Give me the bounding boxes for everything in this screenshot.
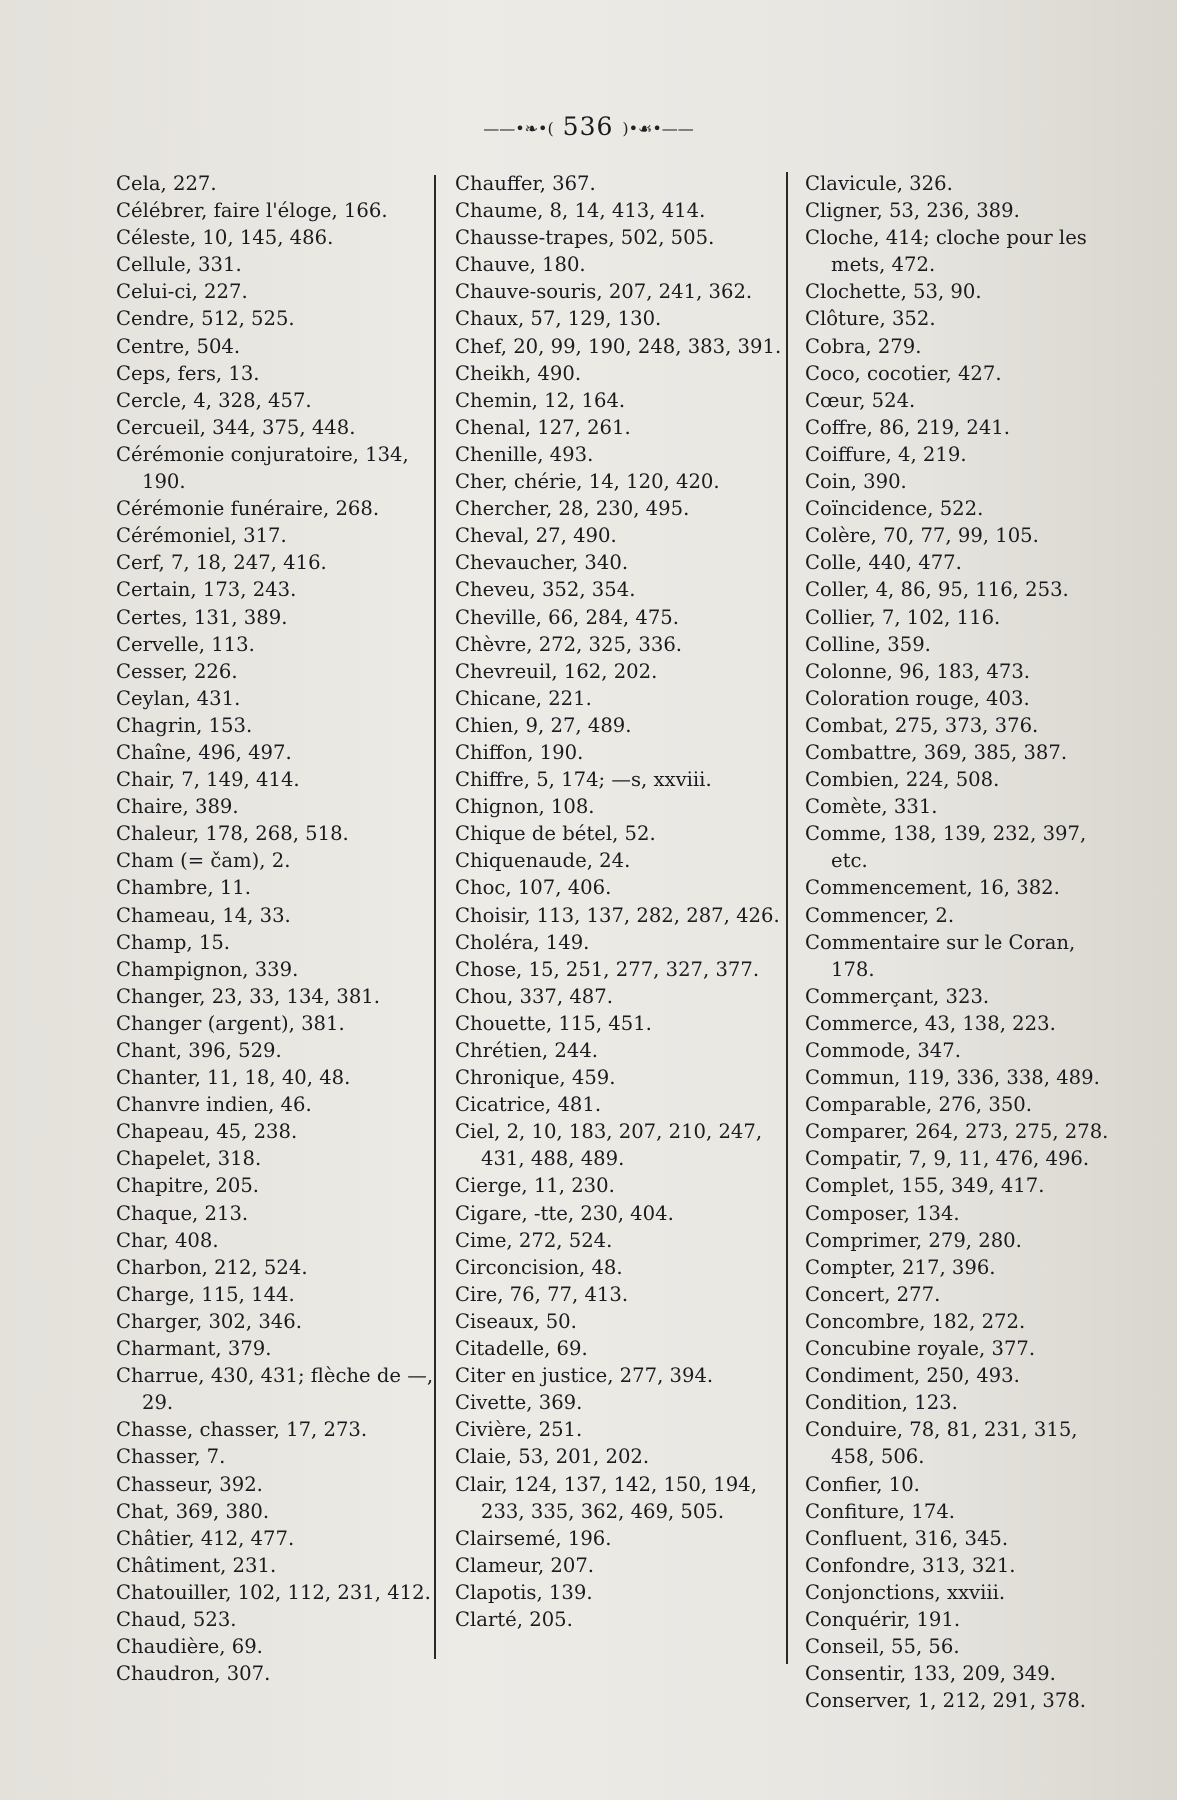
index-entry: Chemin, 12, 164. [455,388,626,412]
index-entry: Commentaire sur le Coran, 178. [805,930,1076,981]
index-entry: Clairsemé, 196. [455,1526,612,1550]
index-entry: Chaîne, 496, 497. [116,740,292,764]
index-entry: Confluent, 316, 345. [805,1526,1009,1550]
left-ornament: ——•❧•( [483,119,554,138]
column-divider [786,172,788,1664]
index-entry: Chat, 369, 380. [116,1499,270,1523]
index-entry: Citer en justice, 277, 394. [455,1364,714,1388]
index-entry: Cheval, 27, 490. [455,524,617,548]
index-entry: Clameur, 207. [455,1553,595,1577]
index-entry: Cellule, 331. [116,253,242,277]
index-entry: Choc, 107, 406. [455,876,612,900]
index-entry: Civette, 369. [455,1391,583,1415]
index-entry: Chapeau, 45, 238. [116,1120,298,1144]
index-entry: Chiquenaude, 24. [455,849,631,873]
index-entry: Clochette, 53, 90. [805,280,982,304]
index-entry: Cobra, 279. [805,334,922,358]
index-entry: Ceps, fers, 13. [116,361,260,385]
index-entry: Chicane, 221. [455,686,592,710]
index-entry: Chenille, 493. [455,442,594,466]
index-entry: Chouette, 115, 451. [455,1011,652,1035]
index-entry: Commerce, 43, 138, 223. [805,1011,1056,1035]
index-entry: Chien, 9, 27, 489. [455,713,632,737]
index-entry: Cheville, 66, 284, 475. [455,605,679,629]
column-divider [434,175,436,1659]
index-entry: Compatir, 7, 9, 11, 476, 496. [805,1147,1090,1171]
index-entry: Colle, 440, 477. [805,551,962,575]
index-entry: Colline, 359. [805,632,931,656]
index-entry: Chair, 7, 149, 414. [116,768,300,792]
index-entry: Cérémonie funéraire, 268. [116,497,380,521]
index-entry: Chaux, 57, 129, 130. [455,307,662,331]
index-entry: Chique de bétel, 52. [455,822,656,846]
index-entry: Citadelle, 69. [455,1337,588,1361]
index-column-2 [455,170,783,1633]
index-entry: Chapelet, 318. [116,1147,262,1171]
index-entry: Ciseaux, 50. [455,1309,577,1333]
index-entry: Clarté, 205. [455,1607,573,1631]
index-entry: Coloration rouge, 403. [805,686,1030,710]
index-entry: Cham (= čam), 2. [116,849,291,873]
index-entry: Cher, chérie, 14, 120, 420. [455,470,720,494]
index-entry: Chronique, 459. [455,1066,616,1090]
index-entry: Comparable, 276, 350. [805,1093,1032,1117]
index-entry: Confier, 10. [805,1472,920,1496]
index-entry: Conduire, 78, 81, 231, 315, 458, 506. [805,1418,1078,1469]
index-entry: Choléra, 149. [455,930,590,954]
index-entry: Cigare, -tte, 230, 404. [455,1201,674,1225]
index-entry: Chose, 15, 251, 277, 327, 377. [455,957,760,981]
index-entry: Commun, 119, 336, 338, 489. [805,1066,1100,1090]
index-entry: Chausse-trapes, 502, 505. [455,226,715,250]
index-entry: Composer, 134. [805,1201,960,1225]
index-entry: Choisir, 113, 137, 282, 287, 426. [455,903,780,927]
index-entry: Condiment, 250, 493. [805,1364,1020,1388]
index-entry: Comme, 138, 139, 232, 397, etc. [805,822,1087,873]
index-entry: Certes, 131, 389. [116,605,288,629]
index-entry: Céleste, 10, 145, 486. [116,226,334,250]
right-ornament: )•☙•—— [622,119,694,138]
index-entry: Cicatrice, 481. [455,1093,602,1117]
index-entry: Chignon, 108. [455,795,595,819]
index-entry: Chaume, 8, 14, 413, 414. [455,199,706,223]
index-entry: Chatouiller, 102, 112, 231, 412. [116,1580,431,1604]
index-entry: Charbon, 212, 524. [116,1255,308,1279]
index-entry: Champignon, 339. [116,957,299,981]
page-header [0,112,1177,141]
index-column-3 [805,170,1110,1714]
index-entry: Coller, 4, 86, 95, 116, 253. [805,578,1069,602]
index-entry: Celui-ci, 227. [116,280,248,304]
index-entry: Combien, 224, 508. [805,768,1000,792]
index-entry: Chauve-souris, 207, 241, 362. [455,280,753,304]
index-entry: Cercle, 4, 328, 457. [116,388,312,412]
index-entry: Cime, 272, 524. [455,1228,613,1252]
index-entry: Clair, 124, 137, 142, 150, 194, 233, 335, 362, 469, 505. [455,1472,757,1523]
index-entry: Chou, 337, 487. [455,984,613,1008]
index-entry: Coin, 390. [805,470,907,494]
index-entry: Chasseur, 392. [116,1472,263,1496]
index-entry: Cheikh, 490. [455,361,582,385]
page-number: 536 [562,112,614,141]
index-entry: Chaud, 523. [116,1607,237,1631]
index-entry: Comprimer, 279, 280. [805,1228,1022,1252]
index-entry: Chagrin, 153. [116,713,253,737]
index-entry: Concert, 277. [805,1282,941,1306]
index-entry: Chant, 396, 529. [116,1039,282,1062]
index-entry: Cloche, 414; cloche pour les mets, 472. [805,226,1087,277]
index-entry: Chaudière, 69. [116,1635,263,1659]
index-entry: Coco, cocotier, 427. [805,361,1002,385]
index-entry: Chaudron, 307. [116,1662,271,1686]
index-entry: Chameau, 14, 33. [116,903,291,927]
index-entry: Coïncidence, 522. [805,497,984,521]
index-entry: Conjonctions, xxviii. [805,1580,1006,1604]
index-entry: Commode, 347. [805,1039,961,1062]
index-entry: Cercueil, 344, 375, 448. [116,415,356,439]
index-entry: Comparer, 264, 273, 275, 278. [805,1120,1109,1144]
index-entry: Commencer, 2. [805,903,955,927]
index-entry: Chaque, 213. [116,1201,249,1225]
index-entry: Chenal, 127, 261. [455,415,631,439]
index-entry: Cesser, 226. [116,659,238,683]
index-entry: Clavicule, 326. [805,172,953,195]
index-entry: Conserver, 1, 212, 291, 378. [805,1689,1087,1713]
index-entry: Changer, 23, 33, 134, 381. [116,984,380,1008]
index-entry: Cérémoniel, 317. [116,524,287,548]
index-entry: Chaire, 389. [116,795,239,819]
index-entry: Consentir, 133, 209, 349. [805,1662,1056,1686]
index-entry: Colère, 70, 77, 99, 105. [805,524,1039,548]
index-entry: Charmant, 379. [116,1337,272,1361]
index-entry: Char, 408. [116,1228,219,1252]
index-entry: Charge, 115, 144. [116,1282,295,1306]
index-entry: Centre, 504. [116,334,241,358]
index-entry: Chevreuil, 162, 202. [455,659,658,683]
index-entry: Cheveu, 352, 354. [455,578,636,602]
index-entry: Célébrer, faire l'éloge, 166. [116,199,388,223]
index-entry: Commencement, 16, 382. [805,876,1060,900]
index-entry: Complet, 155, 349, 417. [805,1174,1045,1198]
index-entry: Chauffer, 367. [455,172,596,195]
index-entry: Condition, 123. [805,1391,958,1415]
index-entry: Châtier, 412, 477. [116,1526,295,1550]
index-entry: Cœur, 524. [805,388,916,412]
index-entry: Cerf, 7, 18, 247, 416. [116,551,327,575]
index-entry: Chasser, 7. [116,1445,226,1469]
index-entry: Commerçant, 323. [805,984,990,1008]
index-entry: Confiture, 174. [805,1499,956,1523]
index-entry: Chiffre, 5, 174; —s, xxviii. [455,768,712,792]
index-entry: Coiffure, 4, 219. [805,442,967,466]
index-entry: Chambre, 11. [116,876,251,900]
index-entry: Chanter, 11, 18, 40, 48. [116,1066,351,1090]
index-entry: Civière, 251. [455,1418,583,1442]
index-entry: Chiffon, 190. [455,740,584,764]
index-entry: Clôture, 352. [805,307,936,331]
index-entry: Collier, 7, 102, 116. [805,605,1001,629]
index-entry: Chasse, chasser, 17, 273. [116,1418,368,1442]
index-entry: Cela, 227. [116,172,217,195]
index-entry: Concubine royale, 377. [805,1337,1036,1361]
index-entry: Claie, 53, 201, 202. [455,1445,650,1469]
index-entry: Combat, 275, 373, 376. [805,713,1039,737]
index-entry: Cligner, 53, 236, 389. [805,199,1020,223]
index-entry: Ciel, 2, 10, 183, 207, 210, 247, 431, 488, 489. [455,1120,763,1171]
index-entry: Concombre, 182, 272. [805,1309,1026,1333]
index-entry: Ceylan, 431. [116,686,241,710]
index-entry: Cendre, 512, 525. [116,307,295,331]
index-entry: Chanvre indien, 46. [116,1093,312,1117]
index-entry: Charrue, 430, 431; flèche de —, 29. [116,1364,434,1415]
index-entry: Champ, 15. [116,930,231,954]
index-entry: Charger, 302, 346. [116,1309,302,1333]
index-entry: Combattre, 369, 385, 387. [805,740,1068,764]
index-entry: Coffre, 86, 219, 241. [805,415,1010,439]
index-entry: Conseil, 55, 56. [805,1635,960,1659]
index-entry: Compter, 217, 396. [805,1255,996,1279]
index-entry: Chrétien, 244. [455,1039,599,1062]
index-entry: Conquérir, 191. [805,1607,961,1631]
index-entry: Changer (argent), 381. [116,1011,345,1035]
index-entry: Colonne, 96, 183, 473. [805,659,1031,683]
index-entry: Circoncision, 48. [455,1255,623,1279]
index-entry: Cierge, 11, 230. [455,1174,615,1198]
index-entry: Chauve, 180. [455,253,586,277]
index-entry: Chèvre, 272, 325, 336. [455,632,683,656]
index-entry: Cervelle, 113. [116,632,255,656]
index-entry: Confondre, 313, 321. [805,1553,1016,1577]
index-column-1 [116,170,434,1687]
index-entry: Certain, 173, 243. [116,578,297,602]
index-entry: Cérémonie conjuratoire, 134, 190. [116,442,409,494]
index-entry: Cire, 76, 77, 413. [455,1282,629,1306]
index-entry: Chaleur, 178, 268, 518. [116,822,349,846]
index-entry: Chef, 20, 99, 190, 248, 383, 391. [455,334,782,358]
index-entry: Châtiment, 231. [116,1553,277,1577]
index-entry: Comète, 331. [805,795,938,819]
index-entry: Chevaucher, 340. [455,551,629,575]
index-entry: Chercher, 28, 230, 495. [455,497,690,521]
index-entry: Clapotis, 139. [455,1580,593,1604]
index-entry: Chapitre, 205. [116,1174,260,1198]
